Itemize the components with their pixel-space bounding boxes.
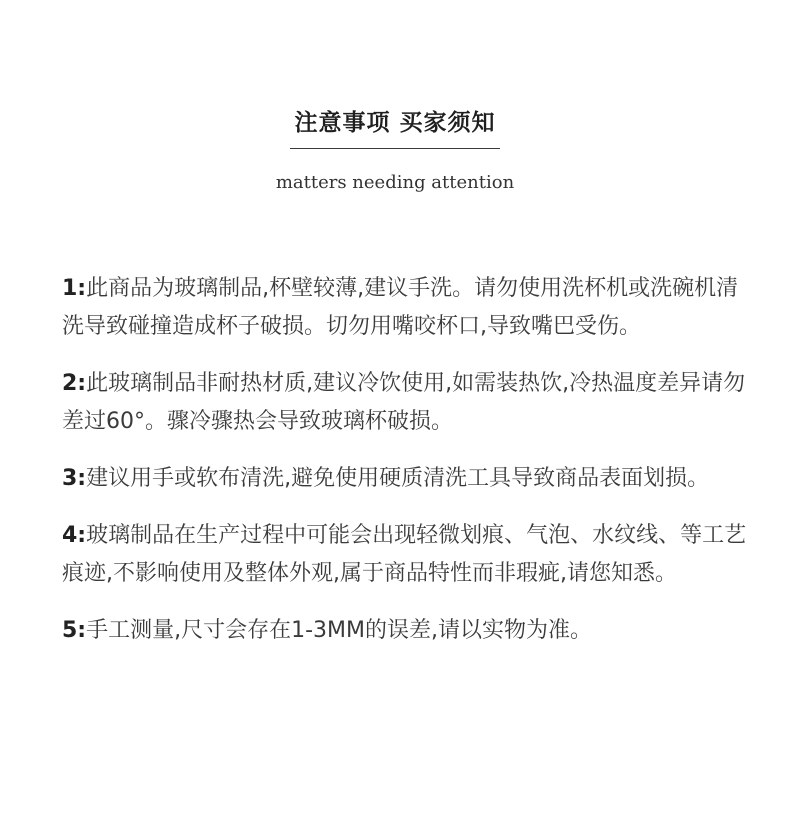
note-item-5 — [62, 612, 752, 650]
notes-list — [62, 270, 752, 669]
note-text: 此玻璃制品非耐热材质,建议冷饮使用,如需装热饮,冷热温度差异请勿差过60°。骤冷骤热会导致玻璃杯破损。 — [62, 371, 746, 434]
note-text: 建议用手或软布清洗,避免使用硬质清洗工具导致商品表面划损。 — [86, 466, 710, 491]
note-number: 2: — [62, 371, 87, 396]
page-subtitle: matters needing attention — [275, 172, 515, 193]
note-number: 1: — [62, 276, 87, 301]
note-text: 手工测量,尺寸会存在1-3MM的误差,请以实物为准。 — [86, 618, 592, 643]
note-number: 3: — [62, 466, 87, 491]
header — [0, 108, 790, 195]
note-item-4 — [62, 517, 752, 593]
note-number: 5: — [62, 618, 87, 643]
note-text: 此商品为玻璃制品,杯壁较薄,建议手洗。请勿使用洗杯机或洗碗机清洗导致碰撞造成杯子破损。切勿用嘴咬杯口,导致嘴巴受伤。 — [62, 276, 739, 339]
page-title: 注意事项 买家须知 — [290, 108, 499, 149]
note-item-3 — [62, 460, 752, 498]
note-number: 4: — [62, 523, 87, 548]
note-item-2 — [62, 365, 752, 441]
note-text: 玻璃制品在生产过程中可能会出现轻微划痕、气泡、水纹线、等工艺痕迹,不影响使用及整体外观,属于商品特性而非瑕疵,请您知悉。 — [62, 523, 747, 586]
note-item-1 — [62, 270, 752, 346]
